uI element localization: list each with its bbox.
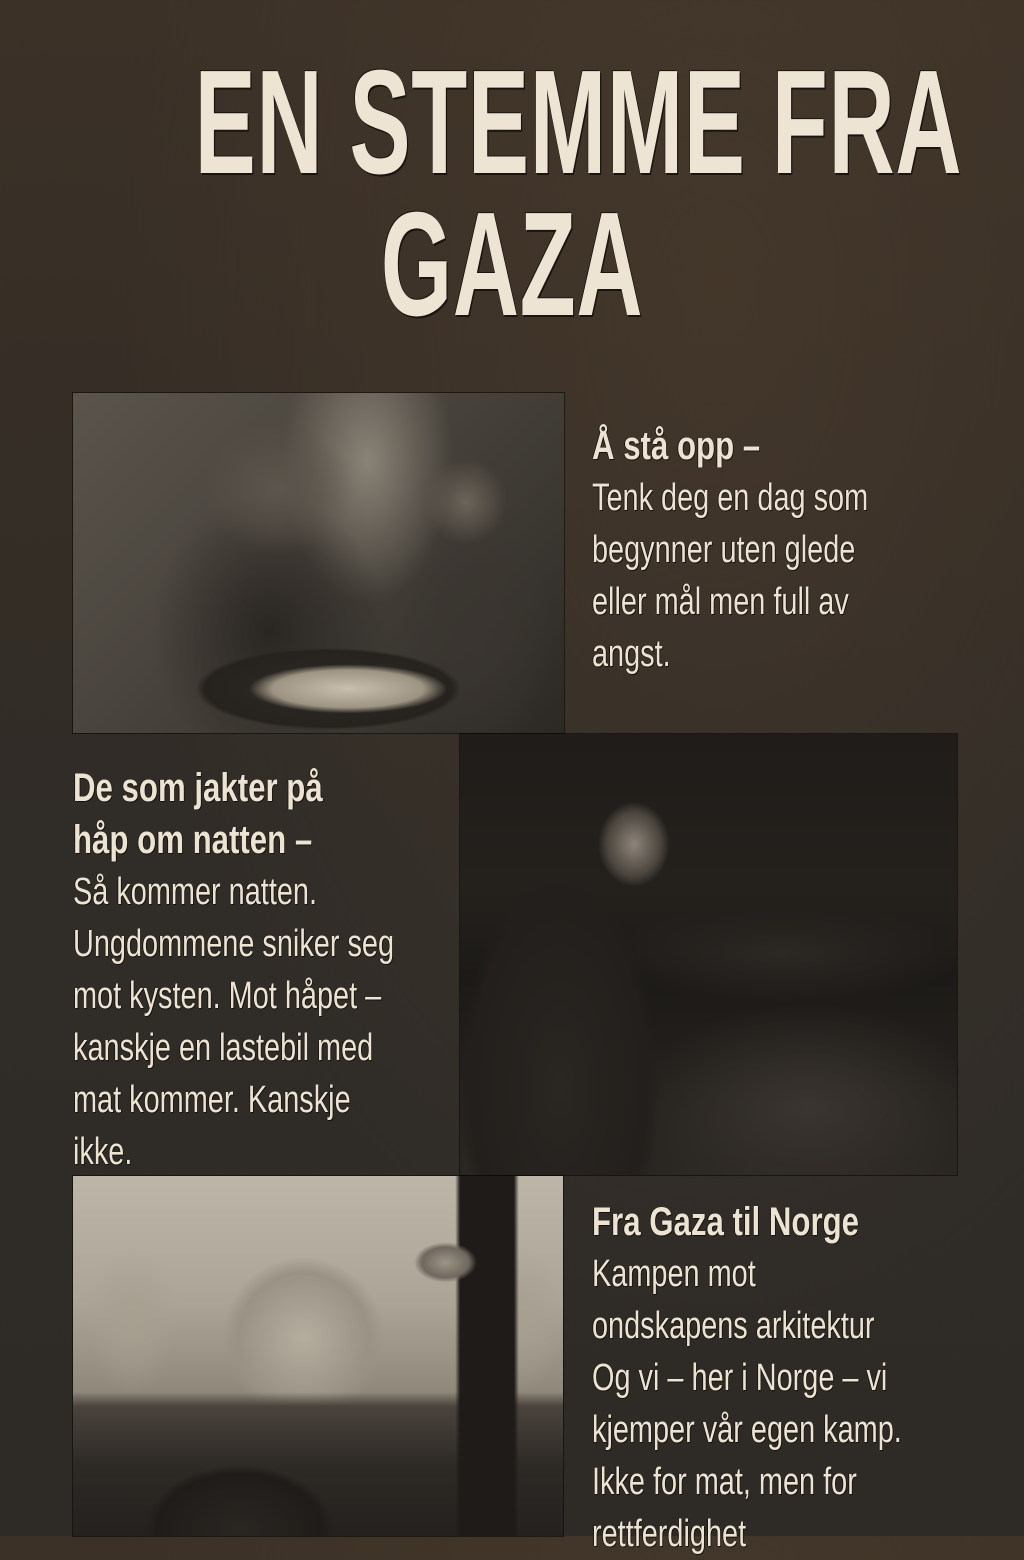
photo-protest-parliament (73, 1176, 563, 1536)
section-heading: De som jakter på (73, 766, 323, 810)
section-body-line: mat kommer. Kanskje (73, 1079, 351, 1121)
section-body-line: angst. (592, 633, 671, 675)
title-line-2: GAZA (380, 182, 644, 347)
section-body-line: eller mål men full av (592, 581, 849, 623)
section-body-line: rettferdighet (592, 1513, 747, 1555)
section-stand-up (592, 420, 955, 680)
section-heading: Fra Gaza til Norge (592, 1200, 860, 1244)
section-body-line: kjemper vår egen kamp. (592, 1409, 902, 1451)
section-body-line: mot kysten. Mot håpet – (73, 975, 382, 1017)
photo-young-man-night (460, 734, 957, 1175)
poster-title (0, 40, 1024, 347)
section-heading: Å stå opp – (592, 424, 761, 468)
section-gaza-to-norway (592, 1196, 1000, 1560)
section-body-line: ondskapens arkitektur (592, 1305, 875, 1347)
section-body-line: kanskje en lastebil med (73, 1027, 374, 1069)
section-body-line: begynner uten glede (592, 529, 856, 571)
title-line-1: EN STEMME FRA (194, 40, 963, 205)
section-body-line: Ungdommene sniker seg (73, 923, 395, 965)
section-body-line: Og vi – her i Norge – vi (592, 1357, 888, 1399)
section-body-line: Kampen mot (592, 1253, 756, 1295)
section-body-line: Tenk deg en dag som (592, 477, 869, 519)
section-body-line: ikke. (73, 1131, 133, 1173)
photo-mother-child-cooking (73, 393, 564, 733)
section-hunting-hope (73, 762, 495, 1178)
section-body-line: Så kommer natten. (73, 871, 317, 913)
section-heading: håp om natten – (73, 818, 313, 862)
section-body-line: Ikke for mat, men for (592, 1461, 857, 1503)
